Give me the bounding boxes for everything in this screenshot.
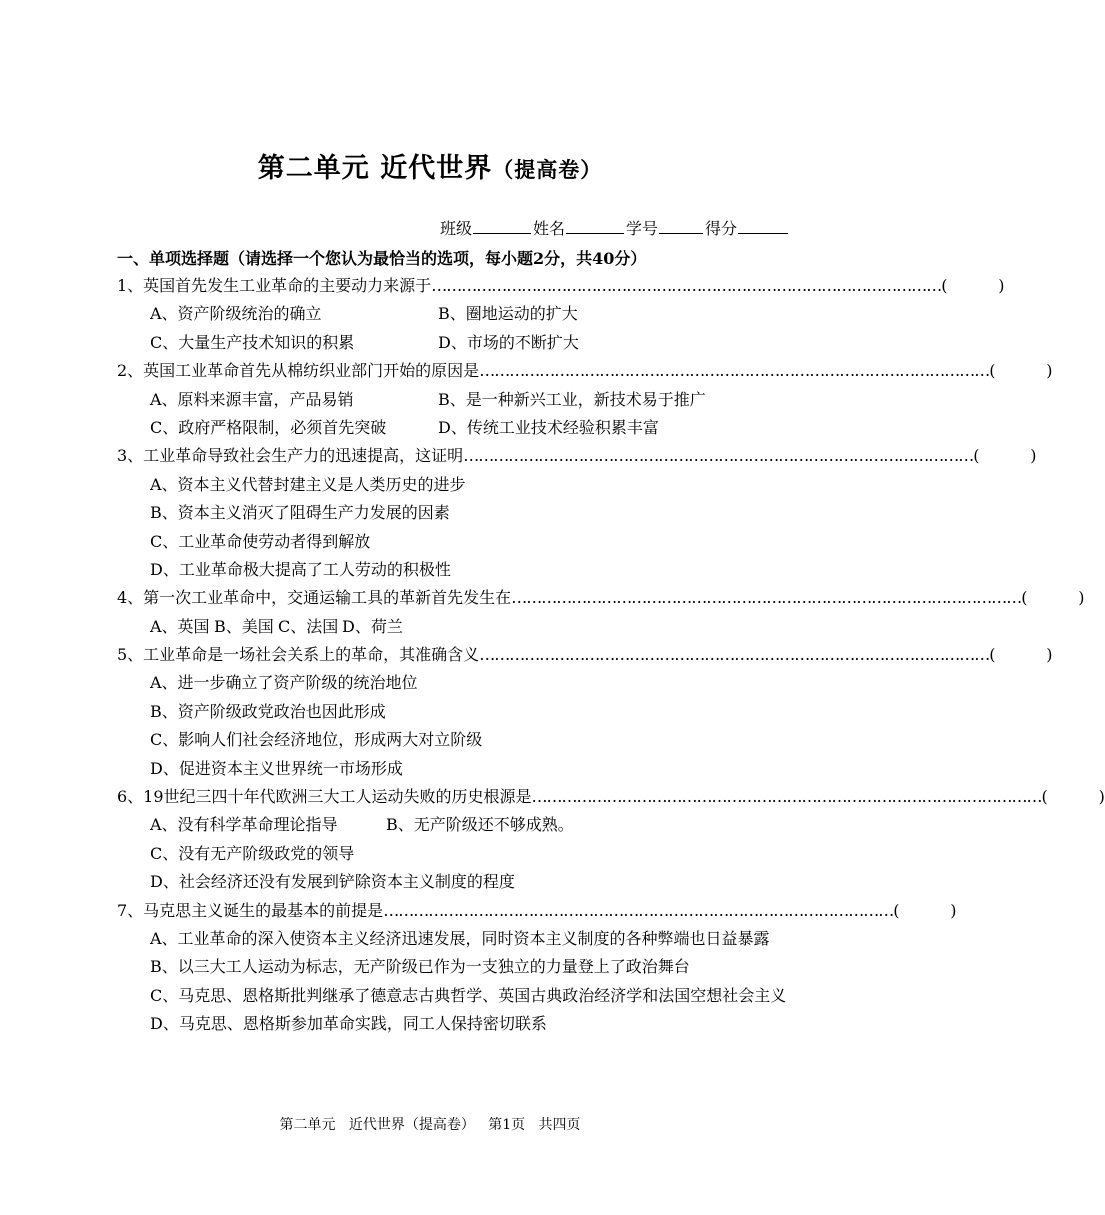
class-label: 班级 — [439, 219, 472, 238]
title-sub: （提高卷） — [492, 157, 603, 182]
section-heading: 一、单项选择题（请选择一个您认为最恰当的选项，每小题2分，共40分） — [117, 249, 647, 268]
page-footer: 第二单元 近代世界（提高卷） 第1页 共四页 — [279, 1117, 581, 1133]
score-label: 得分 — [704, 219, 737, 238]
question-3 — [117, 442, 1037, 470]
answer-parentheses[interactable]: ( ) — [989, 645, 1053, 665]
id-blank[interactable] — [659, 218, 703, 234]
question-4-options — [117, 613, 790, 641]
option-b: B、美国 — [214, 616, 274, 636]
question-2 — [117, 357, 1053, 385]
option-a: A、资本主义代替封建主义是人类历史的进步 — [150, 474, 466, 494]
student-info-line — [440, 216, 790, 239]
option-d: D、促进资本主义世界统一市场形成 — [150, 758, 403, 778]
leader-dots: ………………………………………………………………………………………… — [383, 900, 894, 920]
option-b: B、以三大工人运动为标志，无产阶级已作为一支独立的力量登上了政治舞台 — [150, 957, 690, 977]
question-stem: 5、工业革命是一场社会关系上的革命，其准确含义 — [117, 645, 480, 665]
page-title — [0, 146, 860, 185]
question-1-options-2 — [117, 329, 790, 357]
option-c: C、没有无产阶级政党的领导 — [150, 843, 355, 863]
option-c: C、影响人们社会经济地位，形成两大对立阶级 — [150, 730, 483, 750]
leader-dots: ………………………………………………………………………………………… — [531, 787, 1042, 807]
leader-dots: ………………………………………………………………………………………… — [479, 645, 990, 665]
option-b: B、圈地运动的扩大 — [438, 304, 578, 324]
question-stem: 6、19世纪三四十年代欧洲三大工人运动失败的历史根源是 — [117, 787, 532, 807]
option-b: B、是一种新兴工业，新技术易于推广 — [438, 389, 706, 409]
question-6-options — [117, 811, 790, 839]
answer-parentheses[interactable]: ( ) — [941, 276, 1005, 295]
id-label: 学号 — [625, 219, 658, 238]
option-d: D、马克思、恩格斯参加革命实践，同工人保持密切联系 — [150, 1014, 547, 1034]
question-stem: 1、英国首先发生工业革命的主要动力来源于 — [117, 276, 432, 295]
question-2-options-2 — [117, 414, 790, 442]
option-b: B、资产阶级政党政治也因此形成 — [150, 701, 386, 721]
answer-parentheses[interactable]: ( ) — [893, 900, 957, 920]
question-7 — [117, 897, 957, 925]
option-b: B、无产阶级还不够成熟。 — [386, 815, 574, 835]
name-blank[interactable] — [566, 218, 624, 234]
leader-dots: ………………………………………………………………………………………… — [463, 446, 974, 466]
option-c: C、马克思、恩格斯批判继承了德意志古典哲学、英国古典政治经济学和法国空想社会主义 — [150, 985, 787, 1005]
question-list — [117, 272, 1105, 1039]
option-c: C、大量生产技术知识的积累 — [150, 332, 355, 352]
question-2-options — [117, 386, 790, 414]
option-d: D、荷兰 — [342, 616, 403, 636]
option-c: C、工业革命使劳动者得到解放 — [150, 531, 371, 551]
option-d: D、社会经济还没有发展到铲除资本主义制度的程度 — [150, 872, 515, 892]
answer-parentheses[interactable]: ( ) — [973, 446, 1037, 466]
question-stem: 7、马克思主义诞生的最基本的前提是 — [117, 900, 384, 920]
option-b: B、资本主义消灭了阻碍生产力发展的因素 — [150, 503, 450, 523]
name-label: 姓名 — [532, 219, 565, 238]
option-d: D、传统工业技术经验积累丰富 — [438, 417, 659, 437]
answer-parentheses[interactable]: ( ) — [1021, 588, 1085, 608]
option-d: D、市场的不断扩大 — [438, 332, 579, 352]
answer-parentheses[interactable]: ( ) — [989, 361, 1053, 381]
option-d: D、工业革命极大提高了工人劳动的积极性 — [150, 559, 451, 579]
answer-parentheses[interactable]: ( ) — [1041, 787, 1105, 807]
leader-dots: ………………………………………………………………………………………… — [511, 588, 1022, 608]
option-a: A、原料来源丰富，产品易销 — [150, 389, 354, 409]
question-1-options — [117, 300, 790, 328]
option-c: C、政府严格限制，必须首先突破 — [150, 417, 387, 437]
question-stem: 2、英国工业革命首先从棉纺织业部门开始的原因是 — [117, 361, 480, 381]
option-a: A、工业革命的深入使资本主义经济迅速发展，同时资本主义制度的各种弊端也日益暴露 — [150, 928, 770, 948]
question-5 — [117, 641, 1053, 669]
option-c: C、法国 — [278, 616, 339, 636]
question-4 — [117, 584, 1085, 612]
option-a: A、进一步确立了资产阶级的统治地位 — [150, 673, 418, 693]
question-6 — [117, 783, 1105, 811]
option-a: A、资产阶级统治的确立 — [150, 304, 322, 324]
leader-dots: ………………………………………………………………………………………… — [431, 276, 942, 295]
score-blank[interactable] — [738, 218, 788, 234]
class-blank[interactable] — [473, 218, 531, 234]
option-a: A、英国 — [150, 616, 210, 636]
question-stem: 4、第一次工业革命中，交通运输工具的革新首先发生在 — [117, 588, 512, 608]
leader-dots: ………………………………………………………………………………………… — [479, 361, 990, 381]
title-main: 第二单元 近代世界 — [257, 153, 493, 184]
question-stem: 3、工业革命导致社会生产力的迅速提高，这证明 — [117, 446, 464, 466]
question-1 — [117, 272, 1005, 300]
option-a: A、没有科学革命理论指导 — [150, 815, 338, 835]
